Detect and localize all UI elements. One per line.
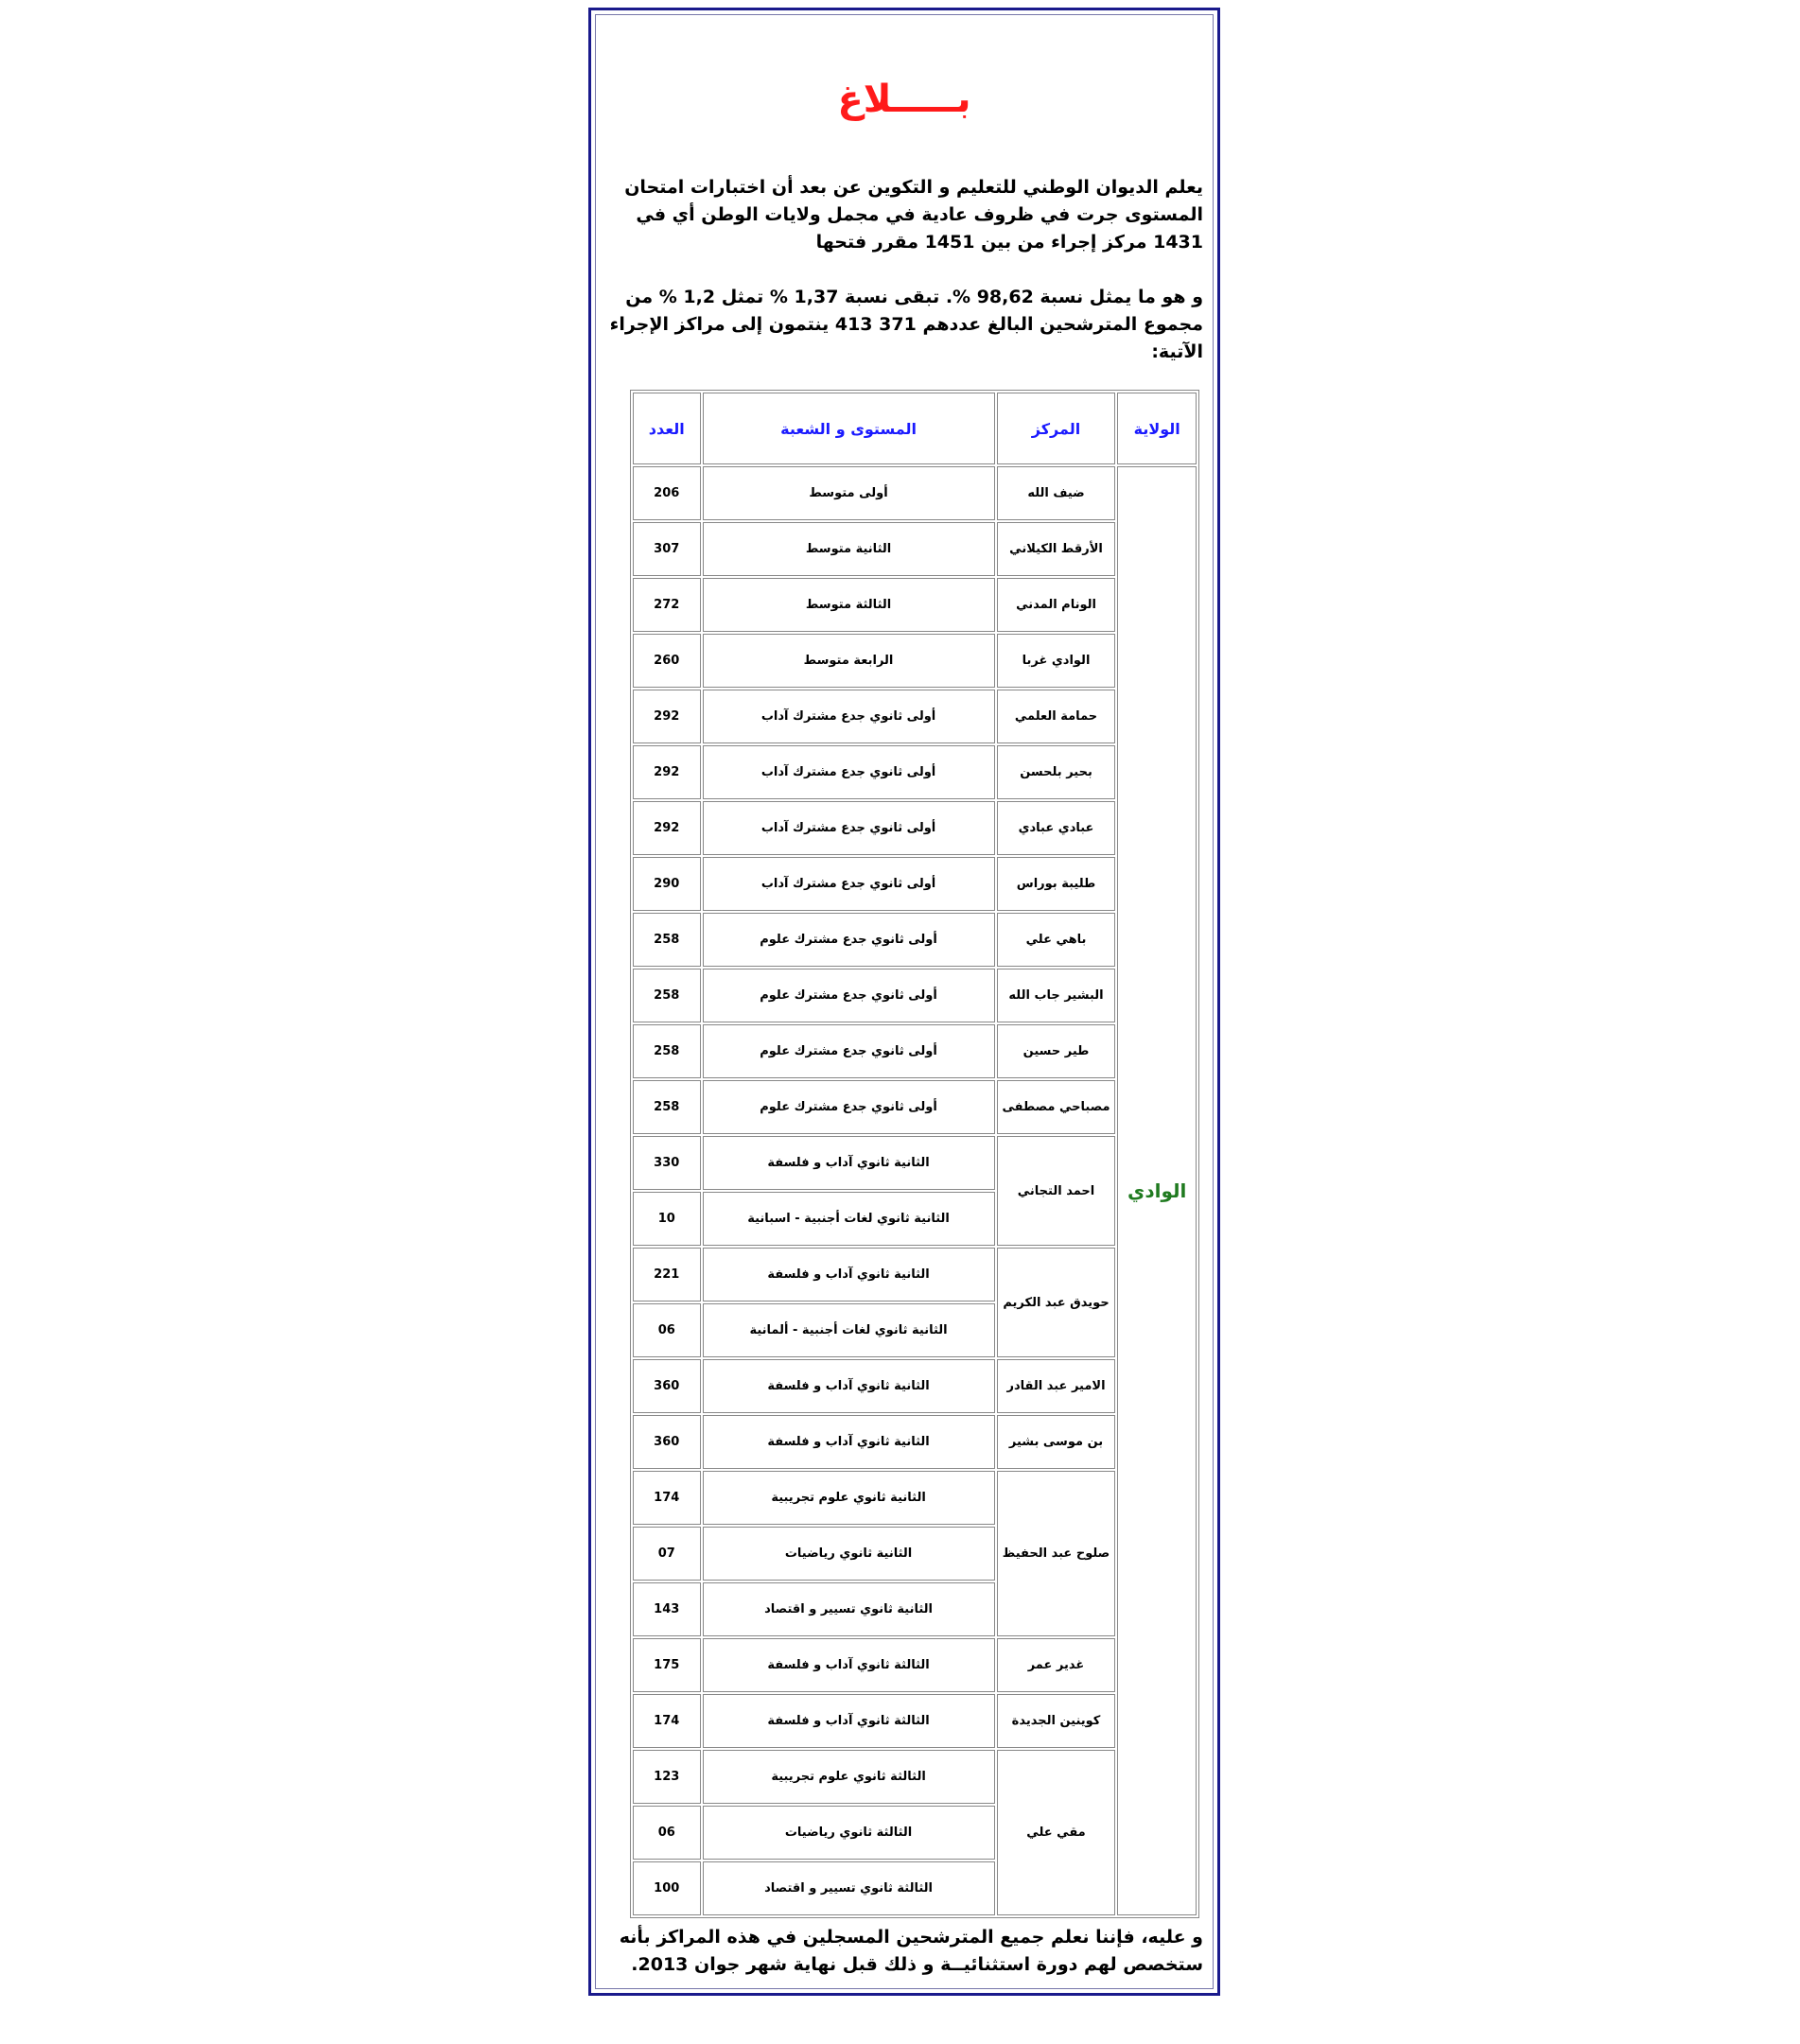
- level-cell: أولى ثانوي جدع مشترك علوم: [703, 1080, 995, 1134]
- center-cell: بن موسى بشير: [997, 1415, 1116, 1469]
- table-row: [633, 857, 1197, 911]
- header-wilaya: الولاية: [1117, 393, 1197, 464]
- table-row: [633, 522, 1197, 576]
- count-cell: 360: [633, 1415, 701, 1469]
- count-cell: 175: [633, 1638, 701, 1692]
- table-header-row: [633, 393, 1197, 464]
- document-inner-frame: [595, 14, 1214, 1989]
- center-cell: مقي علي: [997, 1750, 1116, 1915]
- page-title: بـــــلاغ: [837, 78, 971, 121]
- center-cell: باهي علي: [997, 913, 1116, 967]
- center-cell: غدير عمر: [997, 1638, 1116, 1692]
- table-row: [633, 1024, 1197, 1078]
- count-cell: 258: [633, 1080, 701, 1134]
- center-cell: عبادي عبادي: [997, 801, 1116, 855]
- count-cell: 07: [633, 1527, 701, 1581]
- center-cell: حمامة العلمي: [997, 690, 1116, 743]
- table-row: [633, 913, 1197, 967]
- count-cell: 174: [633, 1471, 701, 1525]
- table-row: [633, 1136, 1197, 1190]
- table-row: [633, 1638, 1197, 1692]
- count-cell: 292: [633, 745, 701, 799]
- center-cell: صلوح عبد الحفيظ: [997, 1471, 1116, 1636]
- level-cell: الثانية ثانوي تسيير و اقتصاد: [703, 1582, 995, 1636]
- document-frame: [588, 8, 1220, 1996]
- count-cell: 292: [633, 690, 701, 743]
- header-center: المركز: [997, 393, 1116, 464]
- center-cell: بحير بلحسن: [997, 745, 1116, 799]
- count-cell: 258: [633, 913, 701, 967]
- level-cell: أولى متوسط: [703, 466, 995, 520]
- level-cell: أولى ثانوي جدع مشترك آداب: [703, 857, 995, 911]
- level-cell: أولى ثانوي جدع مشترك آداب: [703, 690, 995, 743]
- center-cell: حويدق عبد الكريم: [997, 1248, 1116, 1357]
- level-cell: الثانية ثانوي آداب و فلسفة: [703, 1136, 995, 1190]
- count-cell: 10: [633, 1192, 701, 1246]
- count-cell: 330: [633, 1136, 701, 1190]
- table-row: [633, 1471, 1197, 1525]
- table-body: [633, 466, 1197, 1915]
- table-row: [633, 1694, 1197, 1748]
- level-cell: الثانية ثانوي لغات أجنبية - اسبانية: [703, 1192, 995, 1246]
- table-row: [633, 969, 1197, 1022]
- table-row: [633, 801, 1197, 855]
- level-cell: الثانية ثانوي آداب و فلسفة: [703, 1248, 995, 1302]
- center-cell: الونام المدني: [997, 578, 1116, 632]
- table-row: [633, 578, 1197, 632]
- count-cell: 06: [633, 1806, 701, 1860]
- centers-table: [630, 390, 1199, 1918]
- closing-paragraph: و عليه، فإننا نعلم جميع المترشحين المسجلين في هذه المراكز بأنه ستخصص لهم دورة استثنائيــة و ذلك قبل نهاية شهر جوان 2013.: [619, 1927, 1203, 1975]
- intro-paragraph: يعلم الديوان الوطني للتعليم و التكوين عن بعد أن اختبارات امتحان المستوى جرت في ظروف عادية في مجمل ولايات الوطن أي في 1431 مركز إجراء من بين 1451 مقرر فتحها: [624, 177, 1203, 253]
- header-count: العدد: [633, 393, 701, 464]
- level-cell: الثانية ثانوي آداب و فلسفة: [703, 1359, 995, 1413]
- count-cell: 272: [633, 578, 701, 632]
- count-cell: 360: [633, 1359, 701, 1413]
- count-cell: 307: [633, 522, 701, 576]
- level-cell: أولى ثانوي جدع مشترك آداب: [703, 801, 995, 855]
- center-cell: الوادي غربا: [997, 634, 1116, 688]
- level-cell: الثانية ثانوي آداب و فلسفة: [703, 1415, 995, 1469]
- count-cell: 100: [633, 1861, 701, 1915]
- center-cell: الامير عبد القادر: [997, 1359, 1116, 1413]
- count-cell: 143: [633, 1582, 701, 1636]
- level-cell: أولى ثانوي جدع مشترك علوم: [703, 969, 995, 1022]
- level-cell: الثالثة متوسط: [703, 578, 995, 632]
- center-cell: البشير جاب الله: [997, 969, 1116, 1022]
- count-cell: 206: [633, 466, 701, 520]
- level-cell: الثالثة ثانوي آداب و فلسفة: [703, 1694, 995, 1748]
- count-cell: 290: [633, 857, 701, 911]
- table-row: [633, 1415, 1197, 1469]
- center-cell: كوينين الجديدة: [997, 1694, 1116, 1748]
- level-cell: أولى ثانوي جدع مشترك علوم: [703, 1024, 995, 1078]
- center-cell: الأرقط الكيلاني: [997, 522, 1116, 576]
- table-row: [633, 690, 1197, 743]
- level-cell: أولى ثانوي جدع مشترك آداب: [703, 745, 995, 799]
- level-cell: أولى ثانوي جدع مشترك علوم: [703, 913, 995, 967]
- table-row: [633, 634, 1197, 688]
- count-cell: 174: [633, 1694, 701, 1748]
- count-cell: 260: [633, 634, 701, 688]
- center-cell: طير حسين: [997, 1024, 1116, 1078]
- center-cell: احمد التجاني: [997, 1136, 1116, 1246]
- statistics-paragraph: و هو ما يمثل نسبة 98,62 %. تبقى نسبة 1,37 % تمثل 1,2 % من مجموع المترشحين البالغ عددهم 371 413 ينتمون إلى مراكز الإجراء الآتية:: [609, 287, 1203, 362]
- count-cell: 06: [633, 1303, 701, 1357]
- level-cell: الثانية ثانوي علوم تجريبية: [703, 1471, 995, 1525]
- center-cell: طليبة بوراس: [997, 857, 1116, 911]
- header-level: المستوى و الشعبة: [703, 393, 995, 464]
- table-row: [633, 1750, 1197, 1804]
- level-cell: الثالثة ثانوي علوم تجريبية: [703, 1750, 995, 1804]
- level-cell: الثانية متوسط: [703, 522, 995, 576]
- level-cell: الثالثة ثانوي تسيير و اقتصاد: [703, 1861, 995, 1915]
- wilaya-cell: الوادي: [1117, 466, 1197, 1915]
- count-cell: 292: [633, 801, 701, 855]
- level-cell: الثالثة ثانوي رياضيات: [703, 1806, 995, 1860]
- count-cell: 123: [633, 1750, 701, 1804]
- count-cell: 258: [633, 1024, 701, 1078]
- table-row: [633, 1080, 1197, 1134]
- level-cell: الرابعة متوسط: [703, 634, 995, 688]
- count-cell: 258: [633, 969, 701, 1022]
- table-row: [633, 745, 1197, 799]
- center-cell: ضيف الله: [997, 466, 1116, 520]
- table-row: [633, 466, 1197, 520]
- level-cell: الثانية ثانوي رياضيات: [703, 1527, 995, 1581]
- level-cell: الثالثة ثانوي آداب و فلسفة: [703, 1638, 995, 1692]
- table-row: [633, 1248, 1197, 1302]
- center-cell: مصباحي مصطفى: [997, 1080, 1116, 1134]
- count-cell: 221: [633, 1248, 701, 1302]
- level-cell: الثانية ثانوي لغات أجنبية - ألمانية: [703, 1303, 995, 1357]
- table-row: [633, 1359, 1197, 1413]
